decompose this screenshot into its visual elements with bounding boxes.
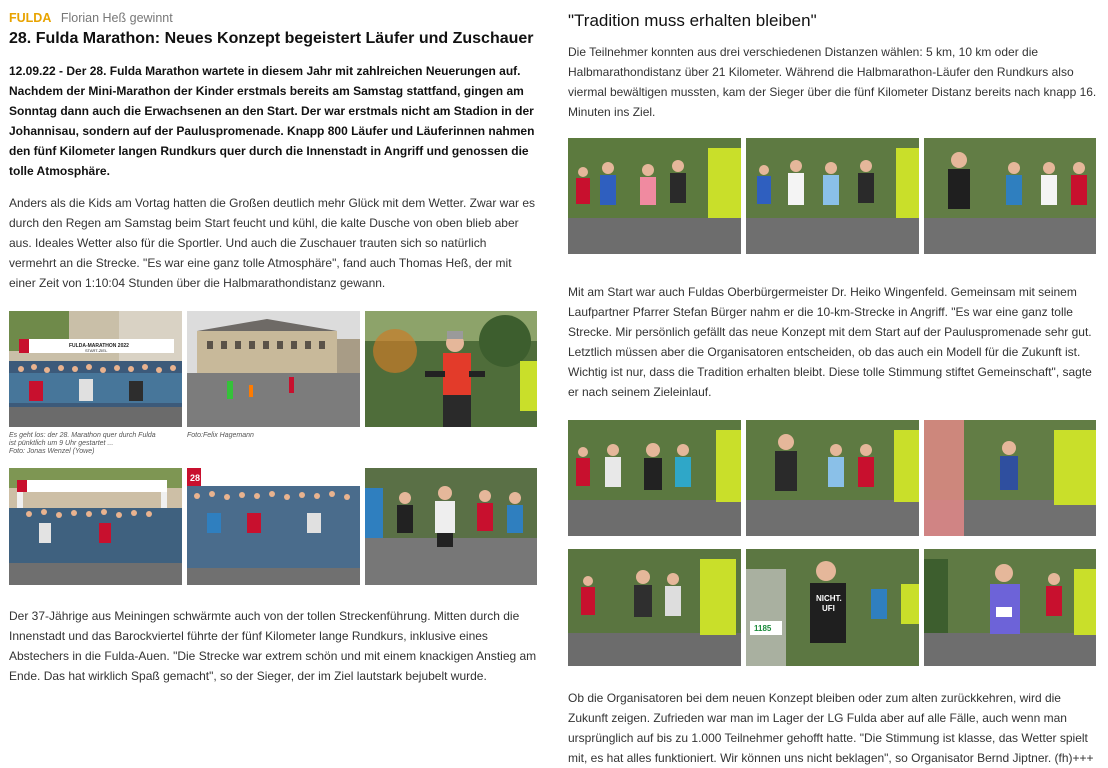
gallery-photo-start-gate[interactable] <box>9 468 182 585</box>
right-paragraph-1: Die Teilnehmer konnten aus drei verschiedenen Distanzen wählen: 5 km, 10 km oder die Halbmarathondistanz über 21 Kilometer. Während die Halbmarathon-Läufer den Rundkurs also viermal bewältigen mussten, kam der Sieger über die fünf Kilometer Distanz bereits nach knapp 16. Minuten ins Ziel. <box>568 45 1097 119</box>
gallery-photo-start-crowd[interactable] <box>9 311 182 427</box>
shirt-text-2: UFI <box>822 604 835 613</box>
byline: Florian Heß gewinnt <box>60 11 173 25</box>
gallery-photo-palace[interactable] <box>187 311 360 427</box>
palace-image <box>187 311 360 427</box>
runners-group-2-image <box>746 138 919 254</box>
caption-line-1: Es geht los: der 28. Marathon quer durch Fulda <box>9 432 156 439</box>
crowd-banner-image <box>187 468 360 585</box>
runners-group-1-image <box>568 138 741 254</box>
article-headline: 28. Fulda Marathon: Neues Konzept begeistert Läufer und Zuschauer <box>9 30 534 47</box>
cyclist-image <box>365 311 537 427</box>
photo-caption-1 <box>9 432 184 456</box>
runners-group-4-image <box>568 420 741 536</box>
start-crowd-image <box>9 311 182 427</box>
runner-purple-image <box>924 549 1096 666</box>
lead-text: 12.09.22 - Der 28. Fulda Marathon wartete in diesem Jahr mit zahlreichen Neuerungen auf. Nachdem der Mini-Marathon der Kinder erstmals bereits am Samstag stattfand, gingen am Sonntag dann auch die Erwachsenen an den Start. Der war erstmals nicht am Stadion in der Johannisau, sondern auf der Pauluspromenade. Knapp 800 Läufer und Läuferinnen nahmen den fünf Kilometer langen Rundkurs quer durch die Innenstadt in Angriff und genossen die tolle Atmosphäre. <box>9 64 535 178</box>
section-subheading: "Tradition muss erhalten bleiben" <box>568 11 817 30</box>
banner-sub: START-ZIEL <box>85 348 108 353</box>
gallery-photo-runners-group-6[interactable] <box>924 420 1096 536</box>
paragraph-3: Der 37-Jährige aus Meiningen schwärmte auch von der tollen Streckenführung. Mitten durch die Innenstadt und das Barockviertel führte der fünf Kilometer lange Rundkurs, inklusive eines Abstechers in die Fulda-Auen. "Die Strecke war extrem schön und mit einem knackigen Anstieg am Ende. Das hat wirklich Spaß gemacht", so der Sieger, der im Ziel lautstark bejubelt wurde. <box>9 609 537 683</box>
location-tag[interactable]: FULDA <box>9 11 52 25</box>
photo-gallery-right-2 <box>568 420 1098 666</box>
right-paragraph-2: Mit am Start war auch Fuldas Oberbürgermeister Dr. Heiko Wingenfeld. Gemeinsam mit seinem Laufpartner Pfarrer Stefan Bürger nahm er die 10-km-Strecke in Angriff. "Es war eine ganz tolle Strecke. Mir persönlich gefällt das neue Konzept mit dem Start auf der Pauluspromenade sehr gut. Letztlich müssen aber die Organisatoren entscheiden, ob das auch ein Modell für die Zukunft ist. Wichtig ist nur, dass die Tradition erhalten bleibt. Diese tolle Stimmung stiftet Gemeinschaft", sagte er nach seinem Zieleinlauf. <box>568 285 1092 399</box>
gallery-photo-runners-lead[interactable] <box>365 468 537 585</box>
caption-line-2: ist pünktlich um 9 Uhr gestartet ... <box>9 440 114 447</box>
gallery-photo-runner-nicht-aufi[interactable] <box>746 549 919 666</box>
gallery-photo-runners-group-3[interactable] <box>924 138 1096 254</box>
start-gate-image <box>9 468 182 585</box>
runners-group-6-image <box>924 420 1096 536</box>
bib-number: 1185 <box>754 624 772 633</box>
gallery-photo-runners-group-1[interactable] <box>568 138 741 254</box>
gallery-photo-runner-purple[interactable] <box>924 549 1096 666</box>
gallery-photo-runners-group-7[interactable] <box>568 549 741 666</box>
runners-group-3-image <box>924 138 1096 254</box>
article-right-column <box>568 10 1098 768</box>
gallery-photo-runners-group-2[interactable] <box>746 138 919 254</box>
lead-paragraph <box>9 61 537 181</box>
shirt-text-1: NICHT. <box>816 594 842 603</box>
right-paragraph-3: Ob die Organisatoren bei dem neuen Konzept bleiben oder zum alten zurückkehren, wird die Zukunft zeigen. Zufrieden war man im Lager der LG Fulda aber auf alle Fälle, auch wenn man ursprünglich auf bis zu 1.000 Teilnehmer gehofft hatte. "Die Stimmung ist klasse, das Wetter spielt mit, es hat alles funktioniert. Wir können uns nicht beklagen", so Organisator Bernd Jiptner. (fh)+++ <box>568 691 1094 765</box>
runners-group-5-image <box>746 420 919 536</box>
gallery-photo-runners-group-4[interactable] <box>568 420 741 536</box>
caption-credit-1: Foto: Jonas Wenzel (Yowe) <box>9 448 95 455</box>
gallery-photo-crowd-banner[interactable] <box>187 468 360 585</box>
runners-lead-image <box>365 468 537 585</box>
article-left-column <box>9 10 537 686</box>
photo-gallery-left <box>9 311 537 586</box>
photo-caption-2: Foto:Felix Hagemann <box>187 432 254 439</box>
gallery-photo-cyclist[interactable] <box>365 311 537 427</box>
banner-number: 28 <box>190 473 201 483</box>
runner-nicht-aufi-image <box>746 549 919 666</box>
banner-title: FULDA-MARATHON 2022 <box>69 343 129 349</box>
article-kicker <box>9 10 537 26</box>
photo-gallery-right-1 <box>568 138 1098 256</box>
runners-group-7-image <box>568 549 741 666</box>
paragraph-2: Anders als die Kids am Vortag hatten die Großen deutlich mehr Glück mit dem Wetter. Zwar war es durch den Regen am Samstag beim Start feucht und kühl, die kalte Dusche von oben blieb aber aus. Ideales Wetter also für die Sportler. Und auch die Zuschauer trauten sich so natürlich vermehrt an die Strecke. "Es war eine ganz tolle Atmosphäre", fand auch Thomas Heß, der mit einer Zeit von 1:10:04 Stunden über die Halbmarathondistanz gewann. <box>9 196 536 290</box>
gallery-photo-runners-group-5[interactable] <box>746 420 919 536</box>
